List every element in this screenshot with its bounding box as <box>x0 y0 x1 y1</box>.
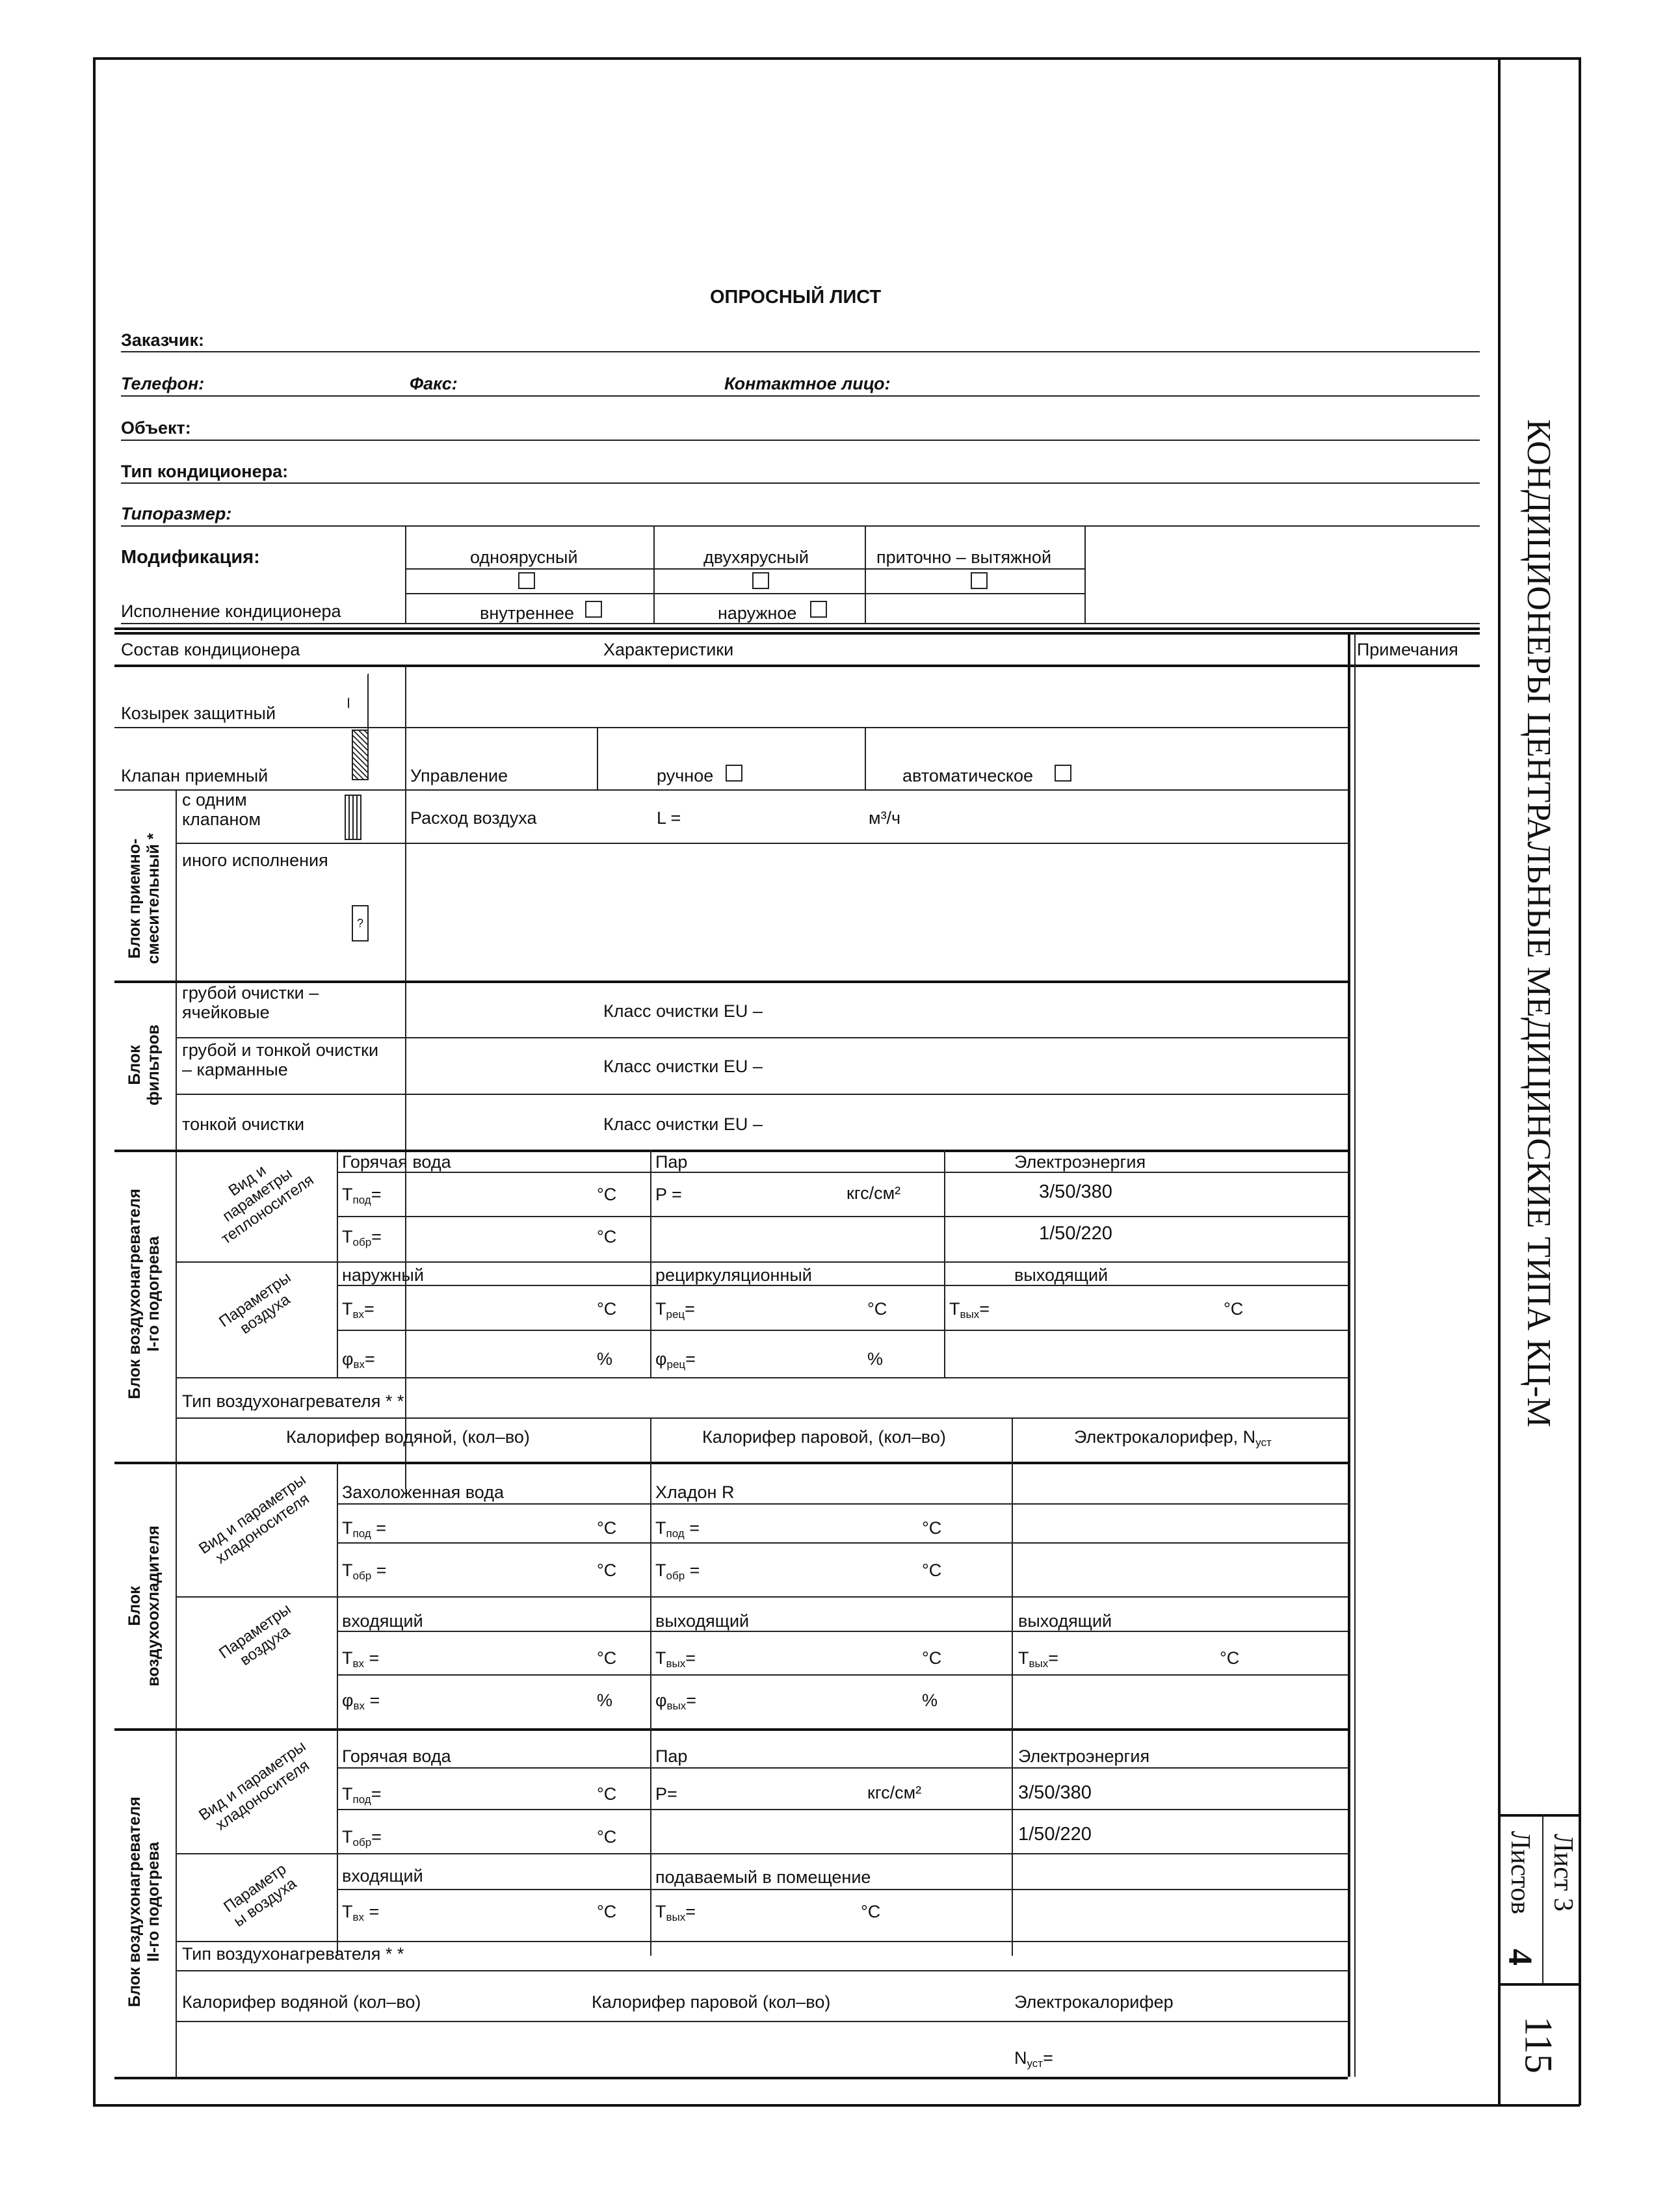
notes-col-left <box>1348 632 1350 2077</box>
table-top-1 <box>114 627 1480 630</box>
h1-recirc: рециркуляционный <box>655 1265 812 1285</box>
h1-hot-water: Горячая вода <box>342 1152 451 1172</box>
header-bottom <box>114 665 1480 667</box>
one-valve-icon <box>345 795 361 840</box>
h1-tsup-unit: °C <box>597 1185 617 1204</box>
coolant-label: Вид и параметры хладоносителя <box>196 1471 313 1568</box>
h1-outgoing: выходящий <box>1014 1265 1109 1285</box>
other-design-icon: ? <box>352 905 369 942</box>
h1-phi-in: $\varphi_{вх}=$ <box>342 1349 375 1371</box>
h2-r1 <box>337 1767 1348 1769</box>
sidebar-sep-1 <box>1498 1814 1580 1817</box>
h1-p-unit: кгс/см² <box>847 1183 901 1203</box>
h1-trec: $T_{рец}=$ <box>655 1299 695 1321</box>
row-filters-bottom <box>114 1150 1348 1152</box>
h1-r4 <box>337 1285 1348 1286</box>
h2-tret: $T_{обр}=$ <box>342 1827 382 1849</box>
h1-steam-heater: Калорифер паровой, (кол–во) <box>702 1427 946 1447</box>
c-r1 <box>337 1503 1348 1505</box>
cooler-block-label: Блок воздухоохладителя <box>125 1525 163 1687</box>
phone-label: Телефон: <box>121 374 205 393</box>
c-tret: $T_{обр}$ = <box>342 1560 387 1582</box>
exec-internal-checkbox[interactable] <box>585 601 602 618</box>
sheet-number: Лист 3 <box>1548 1834 1578 1912</box>
h2-tsup: $T_{под}=$ <box>342 1784 382 1806</box>
h2-col-3 <box>1012 1728 1013 1956</box>
automatic-label: автоматическое <box>902 766 1034 785</box>
h1-v220: 1/50/220 <box>1039 1223 1112 1244</box>
c-phi-out-unit: % <box>922 1691 938 1710</box>
h1-outdoor: наружный <box>342 1265 424 1285</box>
frame-top <box>93 57 1580 60</box>
modification-label: Модификация: <box>121 547 260 568</box>
control-sep-1 <box>597 727 598 789</box>
c-phi-in-unit: % <box>597 1691 613 1710</box>
h2-r3 <box>176 1853 1348 1854</box>
sheets-count: 4 <box>1501 1949 1539 1966</box>
object-field[interactable] <box>121 440 1480 441</box>
col-notes-header: Примечания <box>1357 640 1458 659</box>
coarse-fine-label: грубой и тонкой очистки – карманные <box>182 1040 379 1079</box>
page-number: 115 <box>1517 2016 1560 2074</box>
h1-electric-heater: Электрокалорифер, $N_{уст}$ <box>1074 1427 1272 1449</box>
h1-p: P = <box>655 1185 682 1204</box>
intake-valve-label: Клапан приемный <box>121 766 269 785</box>
h1-v380: 3/50/380 <box>1039 1181 1112 1202</box>
mod-row-line-2 <box>405 593 1084 594</box>
h2-tout: $T_{вых}=$ <box>655 1902 696 1923</box>
sidebar-sep-2 <box>1498 1983 1580 1986</box>
h1-tret-unit: °C <box>597 1227 617 1246</box>
h2-r7 <box>176 2021 1348 2022</box>
c-tsup-unit: °C <box>597 1518 617 1538</box>
h1-col-2 <box>650 1150 651 1377</box>
cooler-param-col <box>337 1462 338 1728</box>
h1-steam: Пар <box>655 1152 688 1172</box>
c-r3 <box>176 1596 1348 1598</box>
h2-supplied: подаваемый в помещение <box>655 1867 871 1887</box>
c-phi-in: $\varphi_{вх}$ = <box>342 1691 380 1712</box>
c-tsup2-unit: °C <box>922 1518 942 1538</box>
c-outgoing: выходящий <box>655 1611 750 1631</box>
intake-valve-icon <box>352 730 369 780</box>
ac-type-label: Тип кондиционера: <box>121 462 289 481</box>
h2-n-inst: $N_{уст}=$ <box>1014 2048 1053 2070</box>
frame-right <box>1498 57 1501 2105</box>
h2-electric-heater: Электрокалорифер <box>1014 1992 1174 2012</box>
c-incoming: входящий <box>342 1611 423 1631</box>
c-tsup: $T_{под}$ = <box>342 1518 386 1540</box>
h2-tout-unit: °C <box>861 1902 881 1921</box>
c-phi-out: $\varphi_{вых}=$ <box>655 1691 697 1712</box>
mod-single-checkbox[interactable] <box>518 572 535 589</box>
cooler-col-3 <box>1012 1462 1013 1728</box>
heater1-block-label: Блок воздухонагревателя I-го подогрева <box>125 1189 163 1399</box>
heater2-block-label: Блок воздухонагревателя II-го подогрева <box>125 1797 163 2007</box>
heater1-param-col <box>337 1150 338 1377</box>
h2-col-2 <box>650 1728 651 1956</box>
h1-tret: $T_{обр}=$ <box>342 1227 382 1248</box>
c-tret2: $T_{обр}$ = <box>655 1560 700 1582</box>
h2-r4 <box>337 1889 1348 1890</box>
mod-row-line <box>405 568 1084 570</box>
h1-trec-unit: °C <box>867 1299 887 1319</box>
c-r4 <box>337 1631 1348 1632</box>
c-tout-unit: °C <box>922 1648 942 1668</box>
c-tout: $T_{вых}=$ <box>655 1648 696 1670</box>
row-filter1-bottom <box>176 1037 1348 1038</box>
mod-single-label: одноярусный <box>470 547 578 567</box>
coarse-cell-label: грубой очистки – ячейковые <box>182 983 319 1022</box>
h2-tin: $T_{вх}$ = <box>342 1902 380 1923</box>
c-air-params-label: Параметры воздуха <box>216 1600 295 1670</box>
c-tout2: $T_{вых}=$ <box>1018 1648 1059 1670</box>
size-label: Типоразмер: <box>121 504 232 523</box>
airflow-l: L = <box>657 808 681 828</box>
mod-supply-exhaust-label: приточно – вытяжной <box>876 547 1052 567</box>
mixing-block-label: Блок приемно- смесительный * <box>125 833 163 964</box>
h2-r5 <box>176 1941 1348 1942</box>
mod-grid-v2 <box>653 525 655 623</box>
filters-block-label: Блок фильтров <box>125 1024 163 1106</box>
h1-water-heater: Калорифер водяной, (кол–во) <box>286 1427 530 1447</box>
control-sep-2 <box>865 727 866 789</box>
h2-water-heater: Калорифер водяной (кол–во) <box>182 1992 421 2012</box>
h2-heat-carrier-label: Вид и параметры хладоносителя <box>196 1737 313 1834</box>
row-one-valve-bottom <box>176 843 1348 844</box>
row-filter2-bottom <box>176 1094 1348 1095</box>
h2-r2 <box>337 1809 1348 1810</box>
automatic-checkbox[interactable] <box>1055 765 1071 782</box>
mod-grid-v4 <box>1084 525 1086 623</box>
h2-hot-water: Горячая вода <box>342 1746 451 1766</box>
row-cooler-bottom <box>114 1728 1348 1731</box>
sidebar-sep-v <box>1542 1814 1543 1983</box>
mod-grid-v3 <box>865 525 866 623</box>
h1-r5 <box>337 1330 1348 1331</box>
row-valve-bottom <box>114 789 1348 791</box>
h1-r3 <box>176 1261 1348 1263</box>
h1-r6 <box>176 1377 1348 1378</box>
mod-supply-exhaust-checkbox[interactable] <box>971 572 988 589</box>
exec-external-label: наружное <box>718 603 797 623</box>
c-tin: $T_{вх}$ = <box>342 1648 380 1670</box>
h1-phi-in-unit: % <box>597 1349 613 1369</box>
heat-carrier-label: Вид и параметры теплоносителя <box>218 1161 317 1248</box>
col-composition-header: Состав кондиционера <box>121 640 300 659</box>
h1-tin: $T_{вх}=$ <box>342 1299 374 1321</box>
customer-label: Заказчик: <box>121 330 204 350</box>
frame-left <box>93 57 96 2105</box>
eu-class-1: Класс очистки EU – <box>603 1001 763 1021</box>
contact-label: Контактное лицо: <box>724 374 891 393</box>
frame-bottom <box>93 2104 1580 2107</box>
sheets-label: Листов <box>1505 1830 1535 1915</box>
c-outgoing-2: выходящий <box>1018 1611 1112 1631</box>
h1-phi-rec-unit: % <box>867 1349 884 1369</box>
cooler-col-2 <box>650 1462 651 1728</box>
row-visor-bottom <box>114 727 1348 728</box>
h2-heater-type: Тип воздухонагревателя * * <box>182 1944 404 1964</box>
airflow-label: Расход воздуха <box>410 808 537 828</box>
object-label: Объект: <box>121 418 191 438</box>
airflow-unit: м³/ч <box>869 808 901 828</box>
h1-tout-unit: °C <box>1224 1299 1244 1319</box>
manual-checkbox[interactable] <box>726 765 742 782</box>
h1-heater-type: Тип воздухонагревателя * * <box>182 1391 404 1411</box>
h2-p: P= <box>655 1784 677 1804</box>
exec-underline <box>121 623 1480 624</box>
c-tret-unit: °C <box>597 1560 617 1580</box>
c-r2 <box>337 1542 1348 1544</box>
h2-v220: 1/50/220 <box>1018 1824 1092 1845</box>
mod-double-checkbox[interactable] <box>752 572 769 589</box>
frame-outer-right <box>1579 57 1581 2105</box>
mod-double-label: двухярусный <box>703 547 809 567</box>
h1-col-3 <box>944 1150 945 1377</box>
h1-tout: $T_{вых}=$ <box>949 1299 990 1321</box>
fax-label: Факс: <box>410 374 458 393</box>
table-top-2 <box>114 632 1480 635</box>
h2-param-col <box>337 1728 338 1956</box>
h2-p-unit: кгс/см² <box>867 1783 922 1802</box>
h1-tsup: $T_{под}=$ <box>342 1185 382 1206</box>
h1-r7 <box>176 1417 1348 1419</box>
control-label: Управление <box>410 766 508 785</box>
c-tret2-unit: °C <box>922 1560 942 1580</box>
size-field[interactable] <box>121 525 1480 527</box>
h2-electricity: Электроэнергия <box>1018 1746 1150 1766</box>
row-heater1-bottom <box>114 1462 1348 1464</box>
fine-label: тонкой очистки <box>182 1114 305 1134</box>
c-freon: Хладон R <box>655 1482 735 1502</box>
col-characteristics-header: Характеристики <box>603 640 734 659</box>
sidebar-title: КОНДИЦИОНЕРЫ ЦЕНТРАЛЬНЫЕ МЕДИЦИНСКИЕ ТИПА КЦ-М <box>1520 419 1557 1428</box>
ac-type-field[interactable] <box>121 482 1480 484</box>
c-tsup2: $T_{под}$ = <box>655 1518 700 1540</box>
h1-r2 <box>337 1216 1348 1217</box>
one-valve-label: с одним клапаном <box>182 790 261 829</box>
h2-tret-unit: °C <box>597 1827 617 1847</box>
h2-steam: Пар <box>655 1746 688 1766</box>
h1-tin-unit: °C <box>597 1299 617 1319</box>
execution-label: Исполнение кондиционера <box>121 601 341 621</box>
eu-class-2: Класс очистки EU – <box>603 1057 763 1076</box>
air-params-label: Параметры воздуха <box>216 1269 295 1338</box>
notes-col-left-2 <box>1354 632 1356 2077</box>
h2-incoming: входящий <box>342 1866 423 1886</box>
c-chilled-water: Захоложенная вода <box>342 1482 504 1502</box>
c-tout2-unit: °C <box>1220 1648 1240 1668</box>
c-tin-unit: °C <box>597 1648 617 1668</box>
manual-label: ручное <box>657 766 714 785</box>
other-design-label: иного исполнения <box>182 850 328 870</box>
h1-electricity: Электроэнергия <box>1014 1152 1146 1172</box>
phone-field[interactable] <box>121 395 1480 397</box>
composition-col-right <box>405 665 406 1489</box>
customer-field[interactable] <box>121 351 1480 352</box>
mod-grid-v1 <box>405 525 406 623</box>
exec-internal-label: внутреннее <box>480 603 575 623</box>
visor-label: Козырек защитный <box>121 704 276 723</box>
h2-tin-unit: °C <box>597 1902 617 1921</box>
h2-v380: 3/50/380 <box>1018 1782 1092 1803</box>
h1-r1 <box>337 1172 1348 1173</box>
exec-external-checkbox[interactable] <box>810 601 827 618</box>
h2-r6 <box>176 1970 1348 1971</box>
c-r5 <box>337 1674 1348 1676</box>
visor-icon <box>348 673 369 730</box>
h2-tsup-unit: °C <box>597 1784 617 1804</box>
table-bottom <box>114 2077 1348 2079</box>
eu-class-3: Класс очистки EU – <box>603 1114 763 1134</box>
h1-phi-rec: $\varphi_{рец}=$ <box>655 1349 696 1371</box>
h2-steam-heater: Калорифер паровой (кол–во) <box>592 1992 831 2012</box>
air-params2-label: Параметр ы воздуха <box>220 1860 300 1930</box>
form-title: ОПРОСНЫЙ ЛИСТ <box>710 287 882 308</box>
